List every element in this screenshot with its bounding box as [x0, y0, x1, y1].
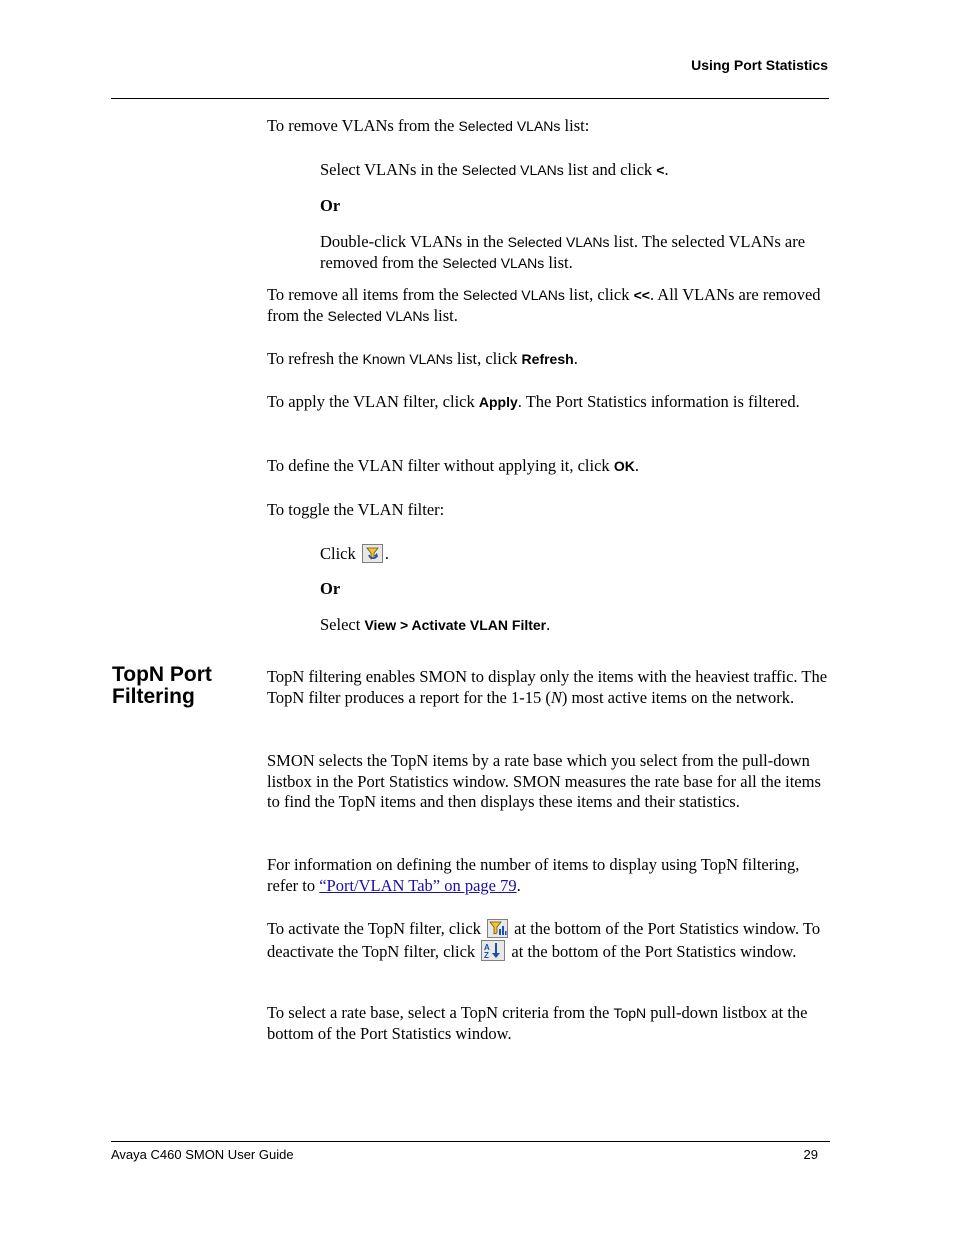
header-rule — [111, 98, 829, 99]
remove-vlans-step2: Double-click VLANs in the Selected VLANs list. The selected VLANs are removed from the Selected VLANs list. — [320, 232, 806, 272]
topn-paragraph-2: SMON selects the TopN items by a rate base which you select from the pull-down listbox in the Port Statistics window. SMON measures the rate base for all the items to find the TopN items and then displays these items and their statistics. — [267, 751, 821, 811]
or-separator: Or — [320, 196, 341, 215]
topn-paragraph-4: To activate the TopN filter, click at the bottom of the Port Statistics window. To deactivate the TopN filter, click A Z at the bottom of the Port Statistics window. — [267, 919, 821, 961]
remove-all-paragraph: To remove all items from the Selected VLANs list, click <<. All VLANs are removed from the Selected VLANs list. — [267, 285, 821, 325]
svg-text:A: A — [484, 942, 491, 952]
port-vlan-tab-link[interactable]: “Port/VLAN Tab” on page 79 — [319, 875, 517, 895]
topn-paragraph-5: To select a rate base, select a TopN criteria from the TopN pull-down listbox at the bottom of the Port Statistics window. — [267, 1003, 808, 1043]
topn-paragraph-1: TopN filtering enables SMON to display only the items with the heaviest traffic. The TopN filter produces a report for the 1-15 (N) most active items on the network. — [267, 667, 828, 707]
svg-text:Z: Z — [484, 950, 490, 960]
footer-rule — [111, 1141, 830, 1142]
define-paragraph: To define the VLAN filter without applying it, click OK. — [267, 456, 639, 475]
or-separator-2: Or — [320, 579, 341, 598]
topn-filter-deactivate-icon — [481, 940, 505, 961]
refresh-paragraph: To refresh the Known VLANs list, click Refresh. — [267, 349, 578, 368]
topn-paragraph-3: For information on defining the number of items to display using TopN filtering, refer to “Port/VLAN Tab” on page 79. — [267, 855, 800, 895]
running-header: Using Port Statistics — [691, 57, 828, 73]
topn-filter-activate-icon — [487, 919, 508, 938]
footer-guide-title: Avaya C460 SMON User Guide — [111, 1147, 294, 1162]
menu-path: View > Activate VLAN Filter — [364, 617, 547, 633]
remove-vlans-step1: Select VLANs in the Selected VLANs list and click <. — [320, 160, 669, 179]
page-number: 29 — [803, 1147, 818, 1162]
section-heading-topn: TopN Port Filtering — [112, 663, 212, 708]
toggle-menu-step: Select View > Activate VLAN Filter. — [320, 615, 551, 634]
toggle-click-step: Click . — [320, 544, 389, 563]
vlan-filter-toggle-icon — [362, 544, 383, 563]
remove-vlans-intro: To remove VLANs from the Selected VLANs list: — [267, 116, 590, 135]
toggle-intro: To toggle the VLAN filter: — [267, 500, 445, 519]
apply-paragraph: To apply the VLAN filter, click Apply. The Port Statistics information is filtered. — [267, 392, 800, 411]
